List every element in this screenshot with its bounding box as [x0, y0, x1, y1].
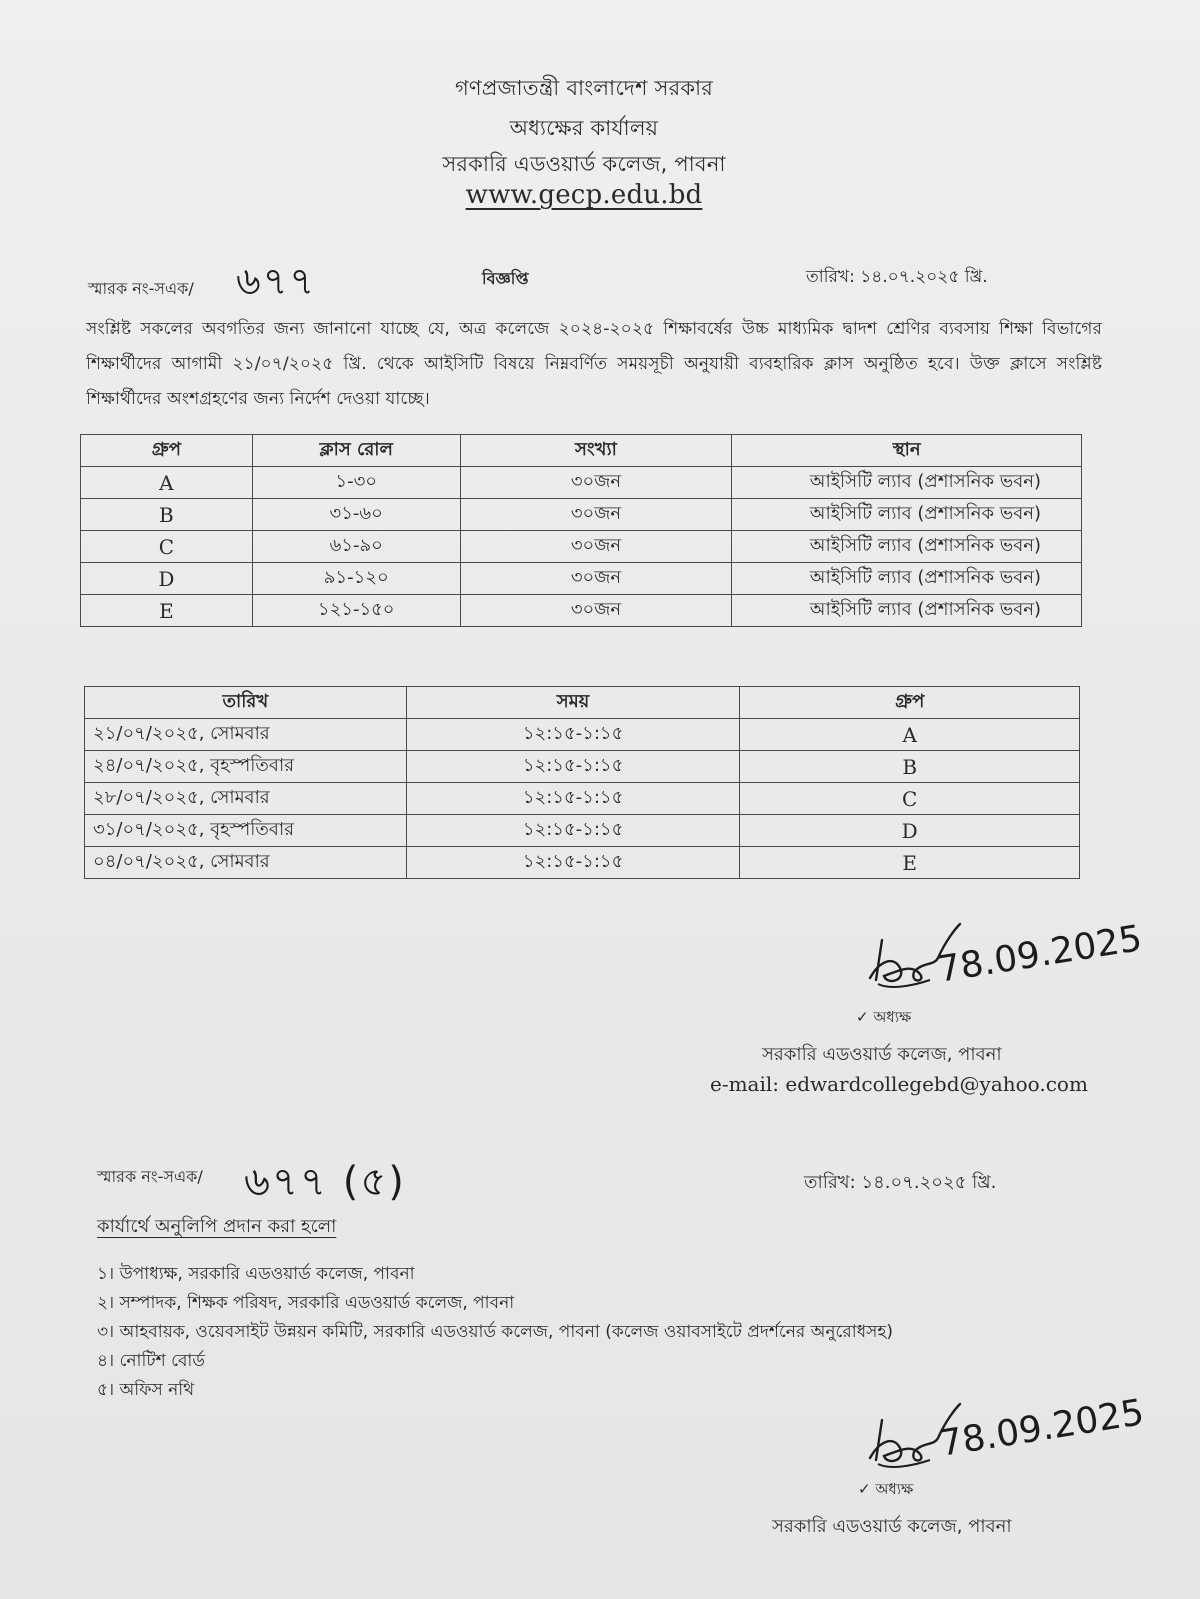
signature-institution: সরকারি এডওয়ার্ড কলেজ, পাবনা [762, 1044, 1002, 1065]
copy-memo-number-handwritten: ৬৭৭ (৫) [244, 1159, 406, 1205]
office-line: অধ্যক্ষের কার্যালয় [509, 116, 659, 140]
table-row-header [81, 435, 1082, 467]
website-link[interactable]: www.gecp.edu.bd [465, 180, 703, 210]
table-cell: ০৪/০৭/২০২৫, সোমবার [85, 847, 407, 879]
column-header: গ্রুপ [740, 687, 1080, 719]
notice-title: বিজ্ঞপ্তি [482, 269, 529, 288]
table-row [85, 847, 1080, 879]
column-header: তারিখ [85, 687, 407, 719]
group-table [80, 434, 1082, 627]
table-row [81, 531, 1082, 563]
schedule-table [84, 686, 1080, 879]
table-cell: আইসিটি ল্যাব (প্রশাসনিক ভবন) [732, 595, 1082, 627]
table-cell: E [81, 595, 253, 627]
signature-date-handwritten: 78.09.2025 [934, 918, 1145, 991]
table-cell: ১২:১৫-১:১৫ [406, 847, 740, 879]
table-cell: E [740, 847, 1080, 879]
table-cell: ৩০জন [460, 467, 732, 499]
table-cell: ৩০জন [460, 531, 732, 563]
table-cell: আইসিটি ল্যাব (প্রশাসনিক ভবন) [732, 563, 1082, 595]
copy-memo-label: স্মারক নং-সএক/ [97, 1167, 203, 1186]
college-email[interactable]: e-mail: edwardcollegebd@yahoo.com [710, 1072, 1088, 1096]
memo-number-handwritten: ৬৭৭ [236, 259, 317, 303]
table-cell: ১২:১৫-১:১৫ [406, 783, 740, 815]
table-row [85, 783, 1080, 815]
table-row [85, 719, 1080, 751]
table-cell: আইসিটি ল্যাব (প্রশাসনিক ভবন) [732, 467, 1082, 499]
table-cell: ৩১-৬০ [252, 499, 460, 531]
column-header: স্থান [732, 435, 1082, 467]
table-cell: ৬১-৯০ [252, 531, 460, 563]
table-cell: ১২:১৫-১:১৫ [406, 751, 740, 783]
table-row [81, 499, 1082, 531]
table-cell: ৩০জন [460, 499, 732, 531]
list-item: ৫। অফিস নথি [97, 1380, 195, 1400]
college-line: সরকারি এডওয়ার্ড কলেজ, পাবনা [442, 152, 726, 176]
table-cell: ৩১/০৭/২০২৫, বৃহস্পতিবার [85, 815, 407, 847]
table-cell: D [740, 815, 1080, 847]
column-header: গ্রুপ [81, 435, 253, 467]
signature2-designation: ✓ অধ্যক্ষ [858, 1480, 914, 1498]
table-cell: ২৮/০৭/২০২৫, সোমবার [85, 783, 407, 815]
copy-date: তারিখ: ১৪.০৭.২০২৫ খ্রি. [804, 1172, 997, 1193]
table-row [85, 815, 1080, 847]
column-header: ক্লাস রোল [252, 435, 460, 467]
signature2-date-handwritten: 78.09.2025 [936, 1392, 1147, 1465]
table-cell: B [81, 499, 253, 531]
table-cell: ২৪/০৭/২০২৫, বৃহস্পতিবার [85, 751, 407, 783]
table-cell: A [740, 719, 1080, 751]
signature2-institution: সরকারি এডওয়ার্ড কলেজ, পাবনা [772, 1516, 1012, 1537]
table-cell: B [740, 751, 1080, 783]
table-row [81, 563, 1082, 595]
list-item: ৩। আহবায়ক, ওয়েবসাইট উন্নয়ন কমিটি, সরকারি এডওয়ার্ড কলেজ, পাবনা (কলেজ ওয়াবসাইটে প্রদর্শনের অনুরোধসহ) [97, 1322, 893, 1342]
table-cell: D [81, 563, 253, 595]
table-cell: ২১/০৭/২০২৫, সোমবার [85, 719, 407, 751]
notice-date: তারিখ: ১৪.০৭.২০২৫ খ্রি. [806, 267, 988, 287]
signature-designation: ✓ অধ্যক্ষ [856, 1008, 912, 1026]
table-cell: ৩০জন [460, 595, 732, 627]
notice-body: সংশ্লিষ্ট সকলের অবগতির জন্য জানানো যাচ্ছে যে, অত্র কলেজে ২০২৪-২০২৫ শিক্ষাবর্ষের উচ্চ মাধ্যমিক দ্বাদশ শ্রেণির ব্যবসায় শিক্ষা বিভাগের শিক্ষার্থীদের আগামী ২১/০৭/২০২৫ খ্রি. থেকে আইসিটি বিষয়ে নিম্নবর্ণিত সময়সূচী অনুযায়ী ব্যবহারিক ক্লাস অনুষ্ঠিত হবে। উক্ত ক্লাসে সংশ্লিষ্ট শিক্ষার্থীদের অংশগ্রহণের জন্য নির্দেশ দেওয়া যাচ্ছে। [86, 319, 1102, 409]
list-item: ৪। নোটিশ বোর্ড [97, 1351, 205, 1371]
memo-label: স্মারক নং-সএক/ [88, 279, 194, 298]
table-cell: ১২:১৫-১:১৫ [406, 719, 740, 751]
table-cell: আইসিটি ল্যাব (প্রশাসনিক ভবন) [732, 531, 1082, 563]
list-item: ২। সম্পাদক, শিক্ষক পরিষদ, সরকারি এডওয়ার্ড কলেজ, পাবনা [97, 1293, 515, 1313]
table-cell: C [740, 783, 1080, 815]
table-cell: আইসিটি ল্যাব (প্রশাসনিক ভবন) [732, 499, 1082, 531]
column-header: সময় [406, 687, 740, 719]
table-row [81, 467, 1082, 499]
table-cell: ১-৩০ [252, 467, 460, 499]
table-cell: ৯১-১২০ [252, 563, 460, 595]
designation-text: অধ্যক্ষ [875, 1480, 914, 1498]
designation-text: অধ্যক্ষ [873, 1008, 912, 1026]
table-row [85, 751, 1080, 783]
list-item: ১। উপাধ্যক্ষ, সরকারি এডওয়ার্ড কলেজ, পাবনা [97, 1264, 415, 1284]
table-cell: A [81, 467, 253, 499]
column-header: সংখ্যা [460, 435, 732, 467]
table-row-header [85, 687, 1080, 719]
table-cell: ৩০জন [460, 563, 732, 595]
table-cell: C [81, 531, 253, 563]
copy-heading: কার্যার্থে অনুলিপি প্রদান করা হলো [97, 1216, 337, 1237]
copy-list [97, 1260, 893, 1405]
table-row [81, 595, 1082, 627]
table-cell: ১২:১৫-১:১৫ [406, 815, 740, 847]
govt-line: গণপ্রজাতন্ত্রী বাংলাদেশ সরকার [454, 76, 714, 100]
table-cell: ১২১-১৫০ [252, 595, 460, 627]
